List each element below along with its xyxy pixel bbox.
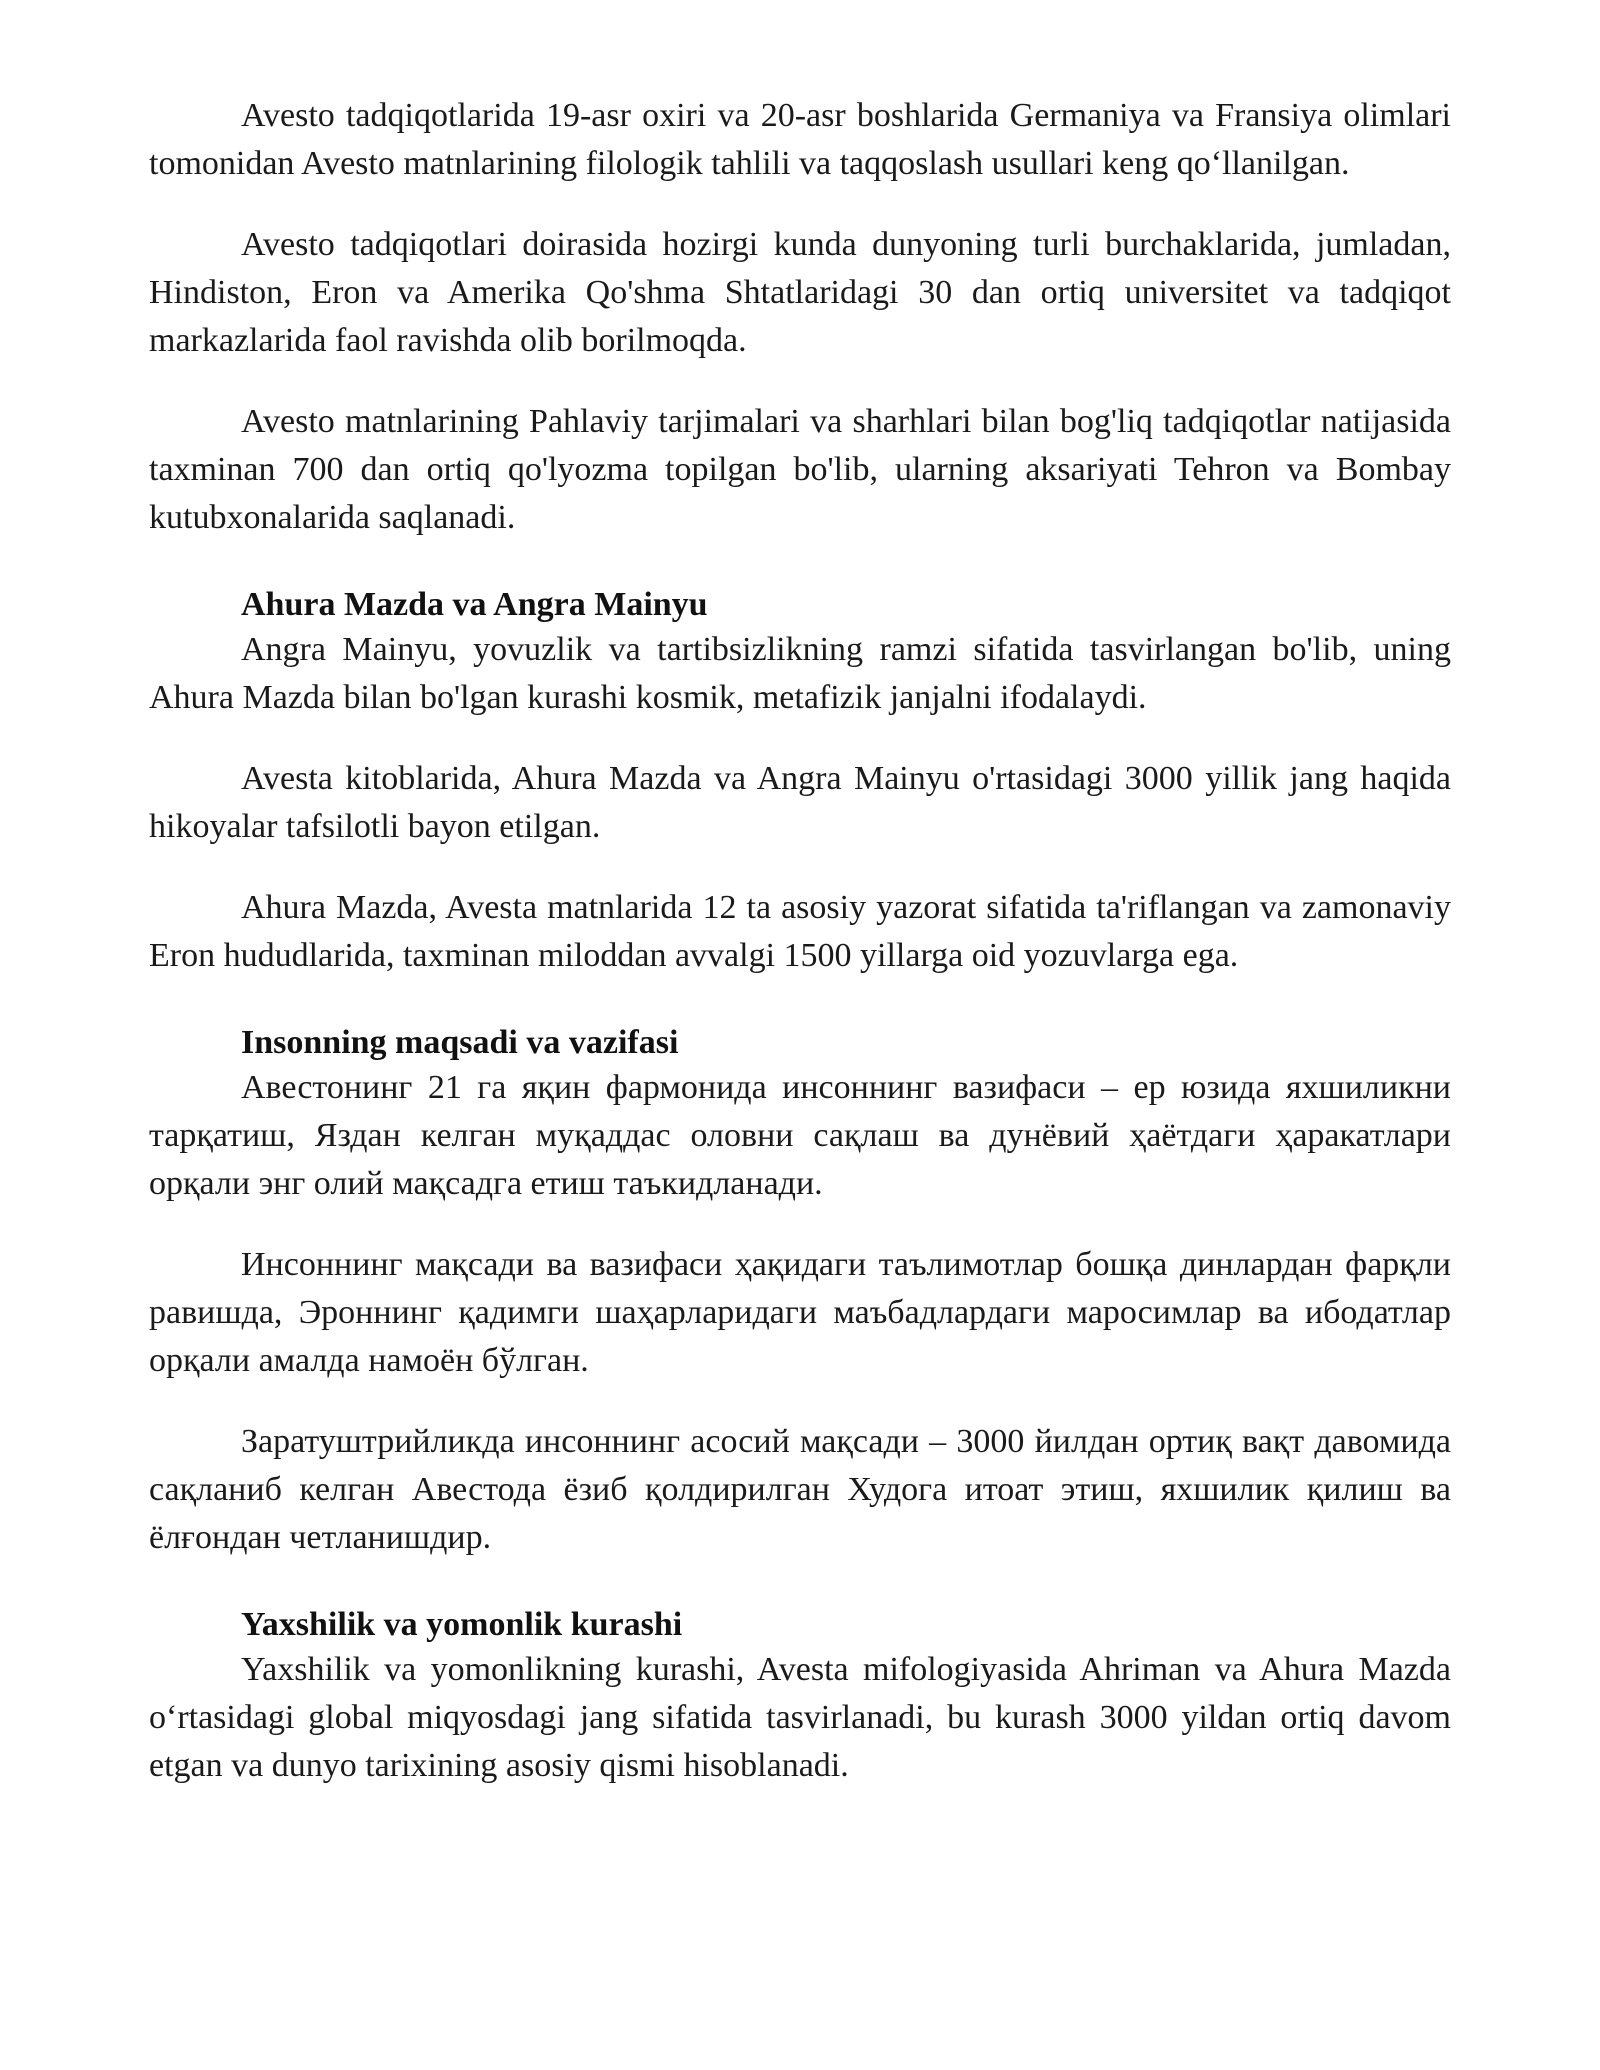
paragraph: Авестонинг 21 га яқин фармонида инсоннинг вазифаси – ер юзида яхшиликни тарқатиш, Яздан келган муқаддас оловни сақлаш ва дунёвий ҳаётдаги ҳаракатлари орқали энг олий мақсадга етиш таъкидланади.	[149, 1069, 1451, 1202]
paragraph: Avesto tadqiqotlarida 19-asr oxiri va 20-asr boshlarida Germaniya va Fransiya olimlari tomonidan Avesto matnlarining filologik tahlili va taqqoslash usullari keng qo‘llanilgan.	[149, 97, 1451, 182]
paragraph: Ahura Mazda, Avesta matnlarida 12 ta asosiy yazorat sifatida ta'riflangan va zamonaviy Eron hududlarida, taxminan miloddan avvalgi 1500 yillarga oid yozuvlarga ega.	[149, 889, 1451, 974]
paragraph: Angra Mainyu, yovuzlik va tartibsizlikning ramzi sifatida tasvirlangan bo'lib, uning Ahura Mazda bilan bo'lgan kurashi kosmik, metafizik janjalni ifodalaydi.	[149, 631, 1451, 716]
paragraph: Зaратуштрийликда инсоннинг асосий мақсади – 3000 йилдан ортиқ вақт давомида сақланиб келган Авестода ёзиб қолдирилган Худога итоат этиш, яхшилик қилиш ва ёлғондан четланишдир.	[149, 1423, 1451, 1556]
section-heading: Insonning maqsadi va vazifasi	[241, 1024, 679, 1061]
paragraph: Avesta kitoblarida, Ahura Mazda va Angra Mainyu o'rtasidagi 3000 yillik jang haqida hikoyalar tafsilotli bayon etilgan.	[149, 760, 1451, 845]
paragraph: Avesto tadqiqotlari doirasida hozirgi kunda dunyoning turli burchaklarida, jumladan, Hindiston, Eron va Amerika Qo'shma Shtatlaridagi 30 dan ortiq universitet va tadqiqot markazlarida faol ravishda olib borilmoqda.	[149, 226, 1451, 359]
paragraph: Yaxshilik va yomonlikning kurashi, Avesta mifologiyasida Ahriman va Ahura Mazda o‘rtasidagi global miqyosdagi jang sifatida tasvirlanadi, bu kurash 3000 yildan ortiq davom etgan va dunyo tarixining asosiy qismi hisoblanadi.	[149, 1651, 1451, 1784]
document-body	[149, 92, 1451, 1823]
paragraph: Инсоннинг мақсади ва вазифаси ҳақидаги таълимотлар бошқа динлардан фарқли равишда, Эроннинг қадимги шаҳарларидаги маъбадлардаги маросимлар ва ибодатлар орқали амалда намоён бўлган.	[149, 1246, 1451, 1379]
paragraph: Avesto matnlarining Pahlaviy tarjimalari va sharhlari bilan bog'liq tadqiqotlar natijasida taxminan 700 dan ortiq qo'lyozma topilgan bo'lib, ularning aksariyati Tehron va Bombay kutubxonalarida saqlanadi.	[149, 403, 1451, 536]
section-heading: Ahura Mazda va Angra Mainyu	[241, 586, 708, 623]
section-heading: Yaxshilik va yomonlik kurashi	[241, 1606, 683, 1643]
